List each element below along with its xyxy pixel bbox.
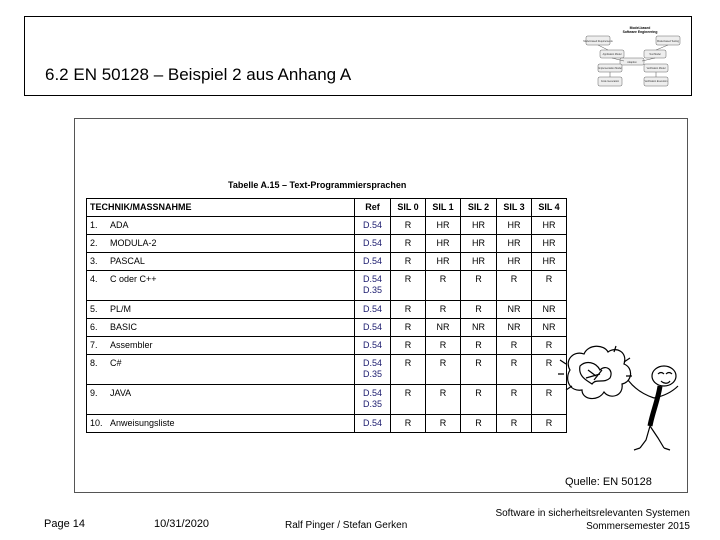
column-header-sil3: SIL 3	[497, 199, 532, 217]
sil-cell: R	[391, 235, 426, 253]
sil-cell: R	[497, 355, 532, 385]
row-number: 5.	[90, 304, 98, 314]
table-row	[87, 217, 567, 235]
logo-node-label: Implementation Model	[598, 67, 622, 70]
technique-name: PASCAL	[110, 256, 145, 266]
technique-name: Assembler	[110, 340, 153, 350]
sil-cell: HR	[426, 253, 461, 271]
row-number: 1.	[90, 220, 98, 230]
column-header-sil2: SIL 2	[461, 199, 497, 217]
logo-node-label: Test Model	[649, 53, 661, 56]
technique-cell	[87, 385, 355, 415]
sil-cell: HR	[497, 253, 532, 271]
sil-cell: NR	[461, 319, 497, 337]
sil-cell: HR	[461, 217, 497, 235]
technique-cell	[87, 253, 355, 271]
table-row	[87, 253, 567, 271]
row-number: 10.	[90, 418, 103, 428]
logo-node-label: Model-based Requirements	[583, 40, 613, 43]
technique-name: JAVA	[110, 388, 132, 398]
technique-cell	[87, 337, 355, 355]
sil-cell: R	[391, 301, 426, 319]
sil-cell: R	[391, 217, 426, 235]
table-row	[87, 385, 567, 415]
programming-languages-table	[86, 198, 567, 433]
logo-node-label: Code Generation	[600, 80, 620, 83]
sil-cell: HR	[532, 235, 567, 253]
sil-cell: R	[497, 337, 532, 355]
sil-cell: HR	[532, 217, 567, 235]
technique-cell	[87, 235, 355, 253]
ref-cell	[355, 385, 391, 415]
sil-cell: R	[426, 271, 461, 301]
ref-line: D.54	[362, 388, 382, 398]
sil-cell: HR	[532, 253, 567, 271]
sil-cell: R	[497, 271, 532, 301]
ref-cell	[355, 271, 391, 301]
sil-cell: HR	[461, 235, 497, 253]
logo-node-label: Adaption	[627, 61, 637, 64]
footer-course-title: Software in sicherheitsrelevanten Systemen	[495, 508, 690, 519]
sil-cell: NR	[426, 319, 461, 337]
table-row	[87, 271, 567, 301]
logo-node-label: Model-based Testing	[656, 40, 680, 43]
sil-cell: R	[461, 385, 497, 415]
ref-cell: D.54	[355, 217, 391, 235]
sil-cell: NR	[497, 301, 532, 319]
footer-page-number: Page 14	[44, 518, 85, 530]
sil-cell: R	[426, 385, 461, 415]
ref-line: D.35	[362, 285, 382, 295]
sil-cell: R	[532, 385, 567, 415]
process-diagram-icon	[580, 24, 684, 90]
sil-cell: R	[426, 415, 461, 433]
technique-name: ADA	[110, 220, 129, 230]
table-row	[87, 301, 567, 319]
ref-cell: D.54	[355, 253, 391, 271]
ref-cell: D.54	[355, 319, 391, 337]
sil-cell: HR	[461, 253, 497, 271]
table-row	[87, 235, 567, 253]
sil-cell: HR	[426, 217, 461, 235]
ref-line: D.35	[362, 399, 382, 409]
ref-line: D.54	[362, 358, 382, 368]
ref-cell: D.54	[355, 337, 391, 355]
frustrated-stick-figure-icon	[556, 340, 696, 456]
sil-cell: R	[497, 385, 532, 415]
technique-cell	[87, 319, 355, 337]
row-number: 9.	[90, 388, 98, 398]
table-caption: Tabelle A.15 – Text-Programmiersprachen	[228, 180, 407, 190]
sil-cell: HR	[426, 235, 461, 253]
sil-cell: R	[426, 337, 461, 355]
technique-name: Anweisungsliste	[110, 418, 175, 428]
sil-cell: NR	[532, 319, 567, 337]
sil-cell: HR	[497, 217, 532, 235]
ref-cell: D.54	[355, 235, 391, 253]
technique-cell	[87, 271, 355, 301]
ref-cell	[355, 355, 391, 385]
logo-top-label-1: Model-based	[629, 26, 651, 30]
ref-line: D.54	[362, 274, 382, 284]
logo-node-label: Application Model	[602, 53, 622, 56]
column-header-technique: TECHNIK/MASSNAHME	[87, 199, 355, 217]
sil-cell: NR	[532, 301, 567, 319]
source-citation: Quelle: EN 50128	[565, 476, 652, 488]
table-row	[87, 319, 567, 337]
sil-cell: R	[391, 319, 426, 337]
sil-cell: R	[426, 355, 461, 385]
row-number: 6.	[90, 322, 98, 332]
technique-cell	[87, 301, 355, 319]
page-title: 6.2 EN 50128 – Beispiel 2 aus Anhang A	[45, 65, 352, 84]
sil-cell: R	[391, 253, 426, 271]
sil-cell: NR	[497, 319, 532, 337]
column-header-sil0: SIL 0	[391, 199, 426, 217]
sil-cell: R	[426, 301, 461, 319]
ref-cell: D.54	[355, 301, 391, 319]
sil-cell: R	[461, 337, 497, 355]
sil-cell: R	[391, 271, 426, 301]
sil-cell: R	[532, 415, 567, 433]
row-number: 8.	[90, 358, 98, 368]
ref-cell: D.54	[355, 415, 391, 433]
technique-cell	[87, 415, 355, 433]
table-row	[87, 355, 567, 385]
technique-name: BASIC	[110, 322, 138, 332]
logo-top-label-2: Software Engineering	[622, 30, 658, 34]
sil-cell: R	[532, 271, 567, 301]
sil-cell: R	[461, 271, 497, 301]
logo-node-label: Verification Model	[646, 67, 666, 70]
sil-cell: R	[461, 301, 497, 319]
row-number: 2.	[90, 238, 98, 248]
row-number: 4.	[90, 274, 98, 284]
table-header-row	[87, 199, 567, 217]
column-header-sil4: SIL 4	[532, 199, 567, 217]
sil-cell: R	[391, 385, 426, 415]
technique-cell	[87, 355, 355, 385]
footer-semester: Sommersemester 2015	[586, 521, 690, 532]
footer-author: Ralf Pinger / Stefan Gerken	[285, 520, 408, 531]
sil-cell: R	[391, 355, 426, 385]
technique-name: MODULA-2	[110, 238, 157, 248]
table-row	[87, 337, 567, 355]
sil-cell: R	[391, 415, 426, 433]
footer-course	[495, 507, 690, 533]
sil-cell: R	[497, 415, 532, 433]
logo-node-label: Verification Execution	[644, 80, 668, 83]
technique-name: PL/M	[110, 304, 132, 314]
technique-name: C#	[110, 358, 122, 368]
sil-cell: R	[532, 355, 567, 385]
row-number: 7.	[90, 340, 98, 350]
sil-cell: HR	[497, 235, 532, 253]
sil-cell: R	[532, 337, 567, 355]
ref-line: D.35	[362, 369, 382, 379]
technique-cell	[87, 217, 355, 235]
column-header-ref: Ref	[355, 199, 391, 217]
footer-date: 10/31/2020	[154, 518, 210, 530]
column-header-sil1: SIL 1	[426, 199, 461, 217]
row-number: 3.	[90, 256, 98, 266]
sil-cell: R	[461, 355, 497, 385]
table-row	[87, 415, 567, 433]
technique-name: C oder C++	[110, 274, 157, 284]
sil-cell: R	[461, 415, 497, 433]
sil-cell: R	[391, 337, 426, 355]
